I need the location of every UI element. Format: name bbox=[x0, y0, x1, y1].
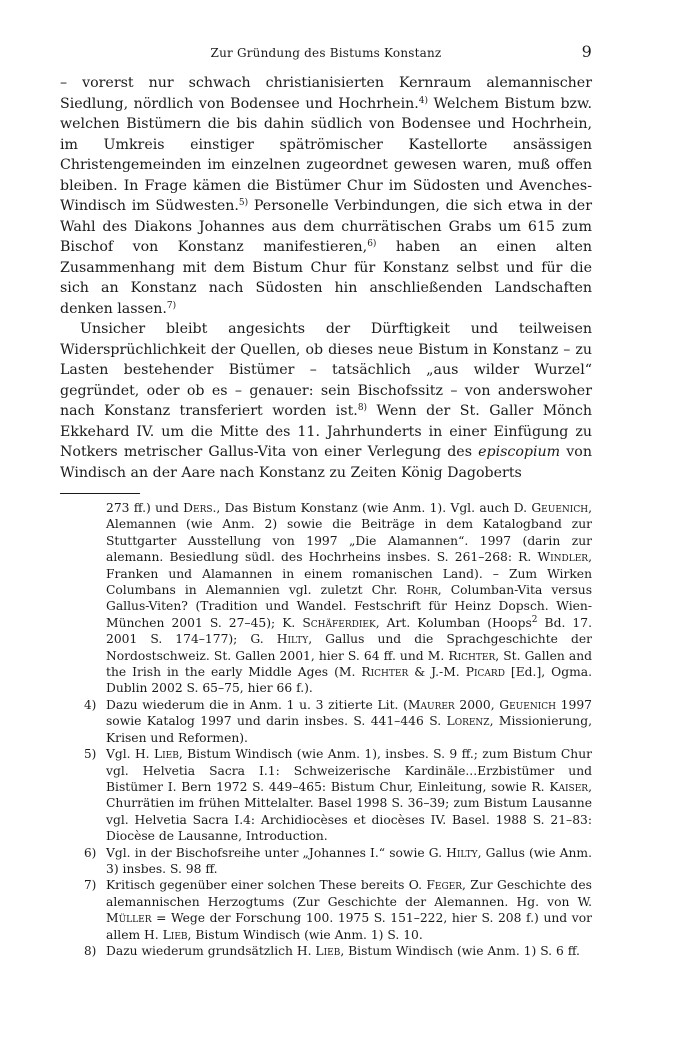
footnote bbox=[60, 500, 592, 697]
footnote bbox=[60, 697, 592, 746]
text-run: Dazu wiederum grundsätzlich H. bbox=[106, 943, 316, 958]
footnote-number: 7) bbox=[84, 878, 97, 893]
text-run: Personelle Verbindungen, die sich etwa in der Wahl des Diakons Johannes aus dem churrätischen Grabs um 615 zum Bischof von Konstanz manifestieren, bbox=[60, 198, 592, 255]
footnote-number: 6) bbox=[84, 845, 97, 860]
body-paragraph bbox=[60, 73, 592, 319]
footnote-ref: 7) bbox=[166, 300, 177, 311]
text-run: , Franken und Alamannen in einem romanischen Land). – Zum Wirken Columbans in Alemannien vgl. zuletzt Chr. bbox=[106, 550, 592, 598]
author-name: Schäferdiek bbox=[302, 615, 376, 630]
main-text bbox=[60, 73, 592, 483]
text-run: , Alemannen (wie Anm. 2) sowie die Beiträge in dem Katalogband zur Stuttgarter Ausstellung von 1997 „Die Alamannen“. 1997 (darin zur alemann. Besiedlung südl. des Hochrheins insbes. S. 261–268: R. bbox=[106, 501, 592, 565]
footnote bbox=[60, 943, 592, 959]
text-run: Kritisch gegenüber einer solchen These bereits O. bbox=[106, 878, 427, 893]
text-run: , Bistum Windisch (wie Anm. 1) S. 10. bbox=[187, 927, 423, 942]
text-run: haben an einen alten Zusammenhang mit dem Bistum Chur für Konstanz selbst und für die sich an Konstanz nach Südosten hin anschließenden Landschaften denken lassen. bbox=[60, 239, 592, 317]
footnote-number: 8) bbox=[84, 943, 97, 958]
author-name: Lieb bbox=[153, 747, 179, 762]
text-run: & J.-M. bbox=[408, 665, 466, 680]
author-name: Richter bbox=[361, 665, 409, 680]
running-title: Zur Gründung des Bistums Konstanz bbox=[210, 46, 442, 60]
author-name: Lieb bbox=[162, 927, 188, 942]
footnotes bbox=[60, 500, 592, 959]
text-run: , Churrätien im frühen Mittelalter. Basel 1998 S. 36–39; zum Bistum Lausanne vgl. Helvetia Sacra I.4: Archidiocèses et diocèses IV. Basel. 1988 S. 21–83: Diocèse de Lausanne, Introduction. bbox=[106, 779, 592, 844]
author-name: Geuenich bbox=[499, 697, 556, 712]
text-run: – vorerst nur schwach christianisierten Kernraum alemannischer Siedlung, nördlich von Bodensee und Hochrhein. bbox=[60, 75, 592, 112]
text-run: Dazu wiederum die in Anm. 1 u. 3 zitierte Lit. ( bbox=[106, 697, 408, 712]
footnote-number: 5) bbox=[84, 747, 97, 762]
author-name: Feger bbox=[426, 878, 463, 893]
footnote-ref: 4) bbox=[418, 95, 429, 106]
footnote bbox=[60, 746, 592, 844]
text-run: , Art. Kolumban (Hoops bbox=[375, 615, 532, 630]
text-run: 1997 sowie Katalog 1997 und darin insbes. S. 441–446 S. bbox=[106, 697, 592, 729]
text-run: Bd. 17. 2001 S. 174–177); G. bbox=[106, 615, 592, 647]
text-run: 2000, bbox=[454, 697, 500, 712]
text-run: Vgl. in der Bischofsreihe unter „Johannes I.“ sowie G. bbox=[106, 845, 447, 860]
text-run: von Windisch an der Aare nach Konstanz zu Zeiten König Dagoberts bbox=[60, 444, 592, 481]
footnote-ref: 8) bbox=[357, 403, 368, 414]
text-run: , Zur Geschichte des alemannischen Herzogtums (Zur Geschichte der Alemannen. Hg. von W. bbox=[106, 878, 592, 909]
text-run: , Columban-Vita versus Gallus-Viten? (Tradition und Wandel. Festschrift für Heinz Dopsch. Wien-München 2001 S. 27–45); K. bbox=[106, 583, 592, 630]
author-name: Hilty bbox=[446, 845, 478, 860]
book-page bbox=[60, 42, 593, 959]
author-name: Müller bbox=[106, 911, 152, 926]
text-run: Welchem Bistum bzw. welchen Bistümern die bis dahin südlich von Bodensee und Hochrhein, im Umkreis einstiger spätrömischer Kastellorte ansässigen Christengemeinden im einzelnen zugeordnet gewesen waren, muß offen bleiben. In Frage kämen die Bistümer Chur im Südosten und Avenches-Windisch im Südwesten. bbox=[60, 95, 592, 214]
text-run: , Gallus und die Sprachgeschichte der Nordostschweiz. St. Gallen 2001, hier S. 64 ff. und M. bbox=[106, 632, 592, 663]
footnote bbox=[60, 845, 592, 878]
footnote bbox=[60, 877, 592, 943]
text-run: [Ed.], Ogma. Dublin 2002 S. 65–75, hier 66 f.). bbox=[106, 665, 592, 696]
footnote-separator bbox=[60, 493, 140, 494]
running-header bbox=[60, 42, 592, 68]
text-run: , Das Bistum Konstanz (wie Anm. 1). Vgl. auch D. bbox=[216, 501, 532, 515]
text-run: , Bistum Windisch (wie Anm. 1) S. 6 ff. bbox=[340, 943, 580, 958]
footnote-ref: 6) bbox=[367, 239, 377, 250]
footnote-number: 4) bbox=[84, 697, 97, 712]
author-name: Picard bbox=[465, 665, 505, 680]
author-name: Windler bbox=[537, 550, 589, 565]
text-run: , Missionierung, Krisen und Reformen). bbox=[106, 714, 592, 745]
page-number: 9 bbox=[581, 42, 592, 61]
author-name: Hilty bbox=[276, 632, 309, 647]
text-run: , Gallus (wie Anm. 3) insbes. S. 98 ff. bbox=[106, 845, 592, 876]
text-run: Vgl. H. bbox=[106, 747, 154, 762]
text-run: , St. Gallen and the Irish in the early Middle Ages (M. bbox=[106, 648, 593, 680]
text-run: = Wege der Forschung 100. 1975 S. 151–222, hier S. 208 f.) und vor allem H. bbox=[106, 911, 592, 942]
author-name: Lieb bbox=[315, 943, 341, 958]
footnote-ref: 5) bbox=[238, 198, 249, 209]
text-run: Wenn der St. Galler Mönch Ekkehard IV. um die Mitte des 11. Jahrhunderts in einer Einfügung zu Notkers metrischer Gallus-Vita von einer Verlegung des bbox=[60, 403, 592, 460]
text-run: Unsicher bleibt angesichts der Dürftigkeit und teilweisen Widersprüchlichkeit der Quellen, ob dieses neue Bistum in Konstanz – zu Lasten bestehender Bistümer – tatsächlich „aus wilder Wurzel“ gegründet, oder ob es – genauer: sein Bischofssitz – von anderswoher nach Konstanz transferiert worden ist. bbox=[60, 321, 592, 419]
author-name: Geuenich bbox=[531, 501, 589, 515]
author-name: Maurer bbox=[407, 697, 455, 712]
text-run: episcopium bbox=[478, 444, 561, 460]
text-run: , Bistum Windisch (wie Anm. 1), insbes. S. 9 ff.; zum Bistum Chur vgl. Helvetia Sacra I.1: Schweizerische Kardinäle...Erzbistümer und Bistümer I. Bern 1972 S. 449–465: Bistum Chur, Einleitung, sowie R. bbox=[106, 747, 592, 794]
body-paragraph bbox=[60, 319, 592, 483]
footnote-ref: 2 bbox=[531, 614, 538, 625]
author-name: Richter bbox=[448, 648, 496, 663]
author-name: Ders. bbox=[183, 501, 217, 515]
text-run: 273 ff.) und bbox=[106, 501, 184, 515]
author-name: Kaiser bbox=[549, 779, 589, 794]
author-name: Rohr bbox=[406, 583, 438, 598]
author-name: Lorenz bbox=[446, 714, 490, 729]
